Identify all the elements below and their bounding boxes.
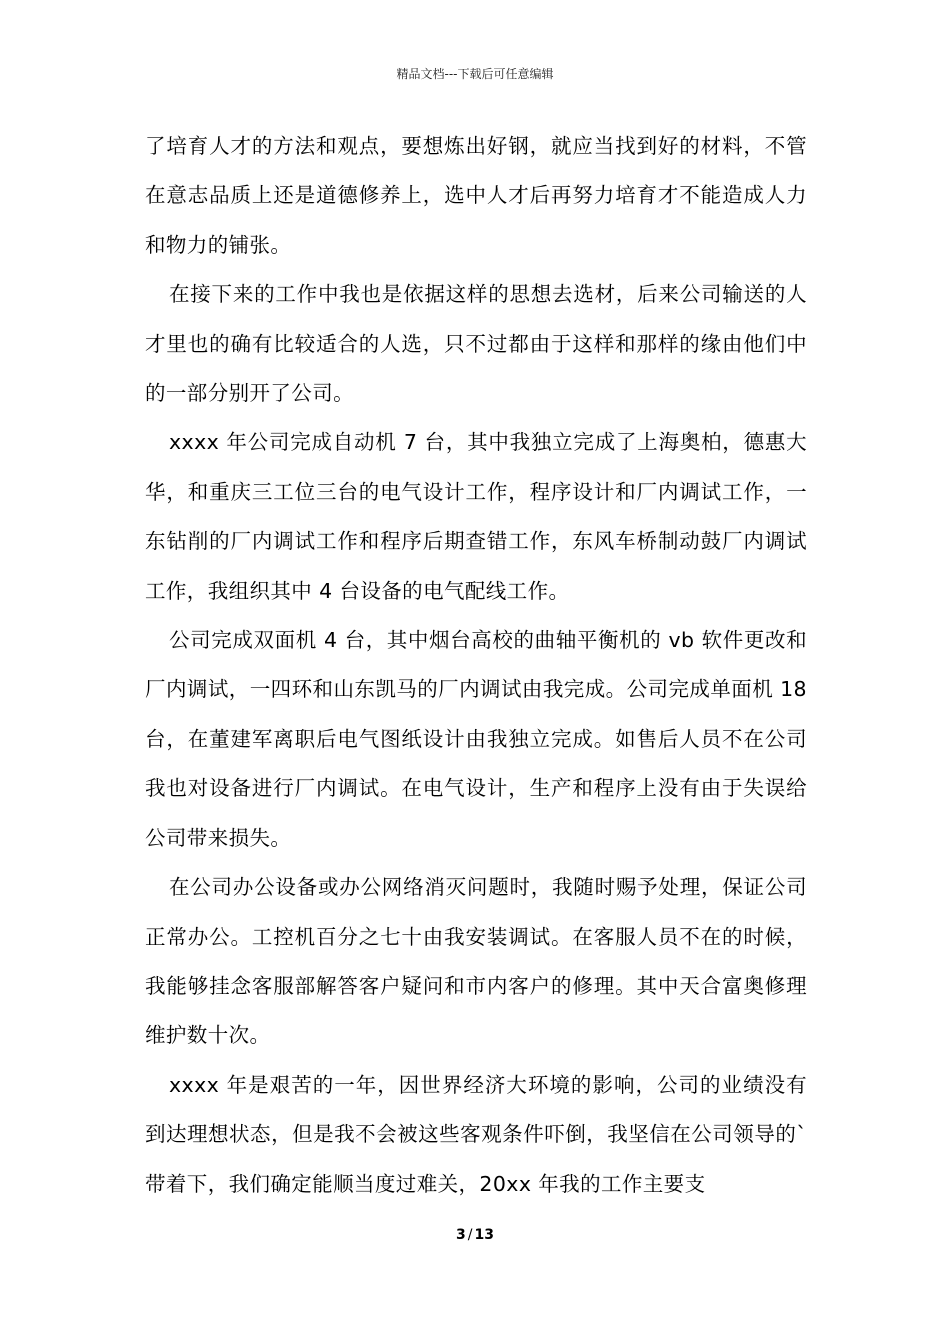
paragraph-1: 了培育人才的方法和观点，要想炼出好钢，就应当找到好的材料，不管在意志品质上还是道德修养上，选中人才后再努力培育才不能造成人力和物力的铺张。	[145, 134, 807, 257]
paragraph-6: xxxx 年是艰苦的一年，因世界经济大环境的影响，公司的业绩没有到达理想状态，但是我不会被这些客观条件吓倒，我坚信在公司领导的`带着下，我们确定能顺当度过难关，20xx 年我的工作主要支	[145, 1072, 807, 1196]
page-number-separator: /	[467, 1227, 473, 1243]
document-body	[145, 122, 807, 1209]
paragraph-2: 在接下来的工作中我也是依据这样的思想去选材，后来公司输送的人才里也的确有比较适合的人选，只不过都由于这样和那样的缘由他们中的一部分别开了公司。	[145, 282, 807, 406]
paragraph-3: xxxx 年公司完成自动机 7 台，其中我独立完成了上海奥柏，德惠大华，和重庆三工位三台的电气设计工作，程序设计和厂内调试工作，一东钻削的厂内调试工作和程序后期查错工作，东风车桥制动鼓厂内调试工作，我组织其中 4 台设备的电气配线工作。	[145, 430, 807, 603]
page-footer	[0, 1226, 950, 1244]
paragraph-5: 在公司办公设备或办公网络消灭问题时，我随时赐予处理，保证公司正常办公。工控机百分之七十由我安装调试。在客服人员不在的时候，我能够挂念客服部解答客户疑问和市内客户的修理。其中天合富奥修理维护数十次。	[145, 875, 807, 1048]
page-number-total: 13	[474, 1227, 494, 1243]
page-header	[0, 66, 950, 82]
header-text: 精品文档---下载后可任意编辑	[396, 67, 554, 81]
page-number-current: 3	[456, 1227, 466, 1243]
paragraph-4: 公司完成双面机 4 台，其中烟台高校的曲轴平衡机的 vb 软件更改和厂内调试，一四环和山东凯马的厂内调试由我完成。公司完成单面机 18 台，在董建军离职后电气图纸设计由我独立完成。如售后人员不在公司我也对设备进行厂内调试。在电气设计，生产和程序上没有由于失误给公司带来损失。	[145, 628, 807, 850]
